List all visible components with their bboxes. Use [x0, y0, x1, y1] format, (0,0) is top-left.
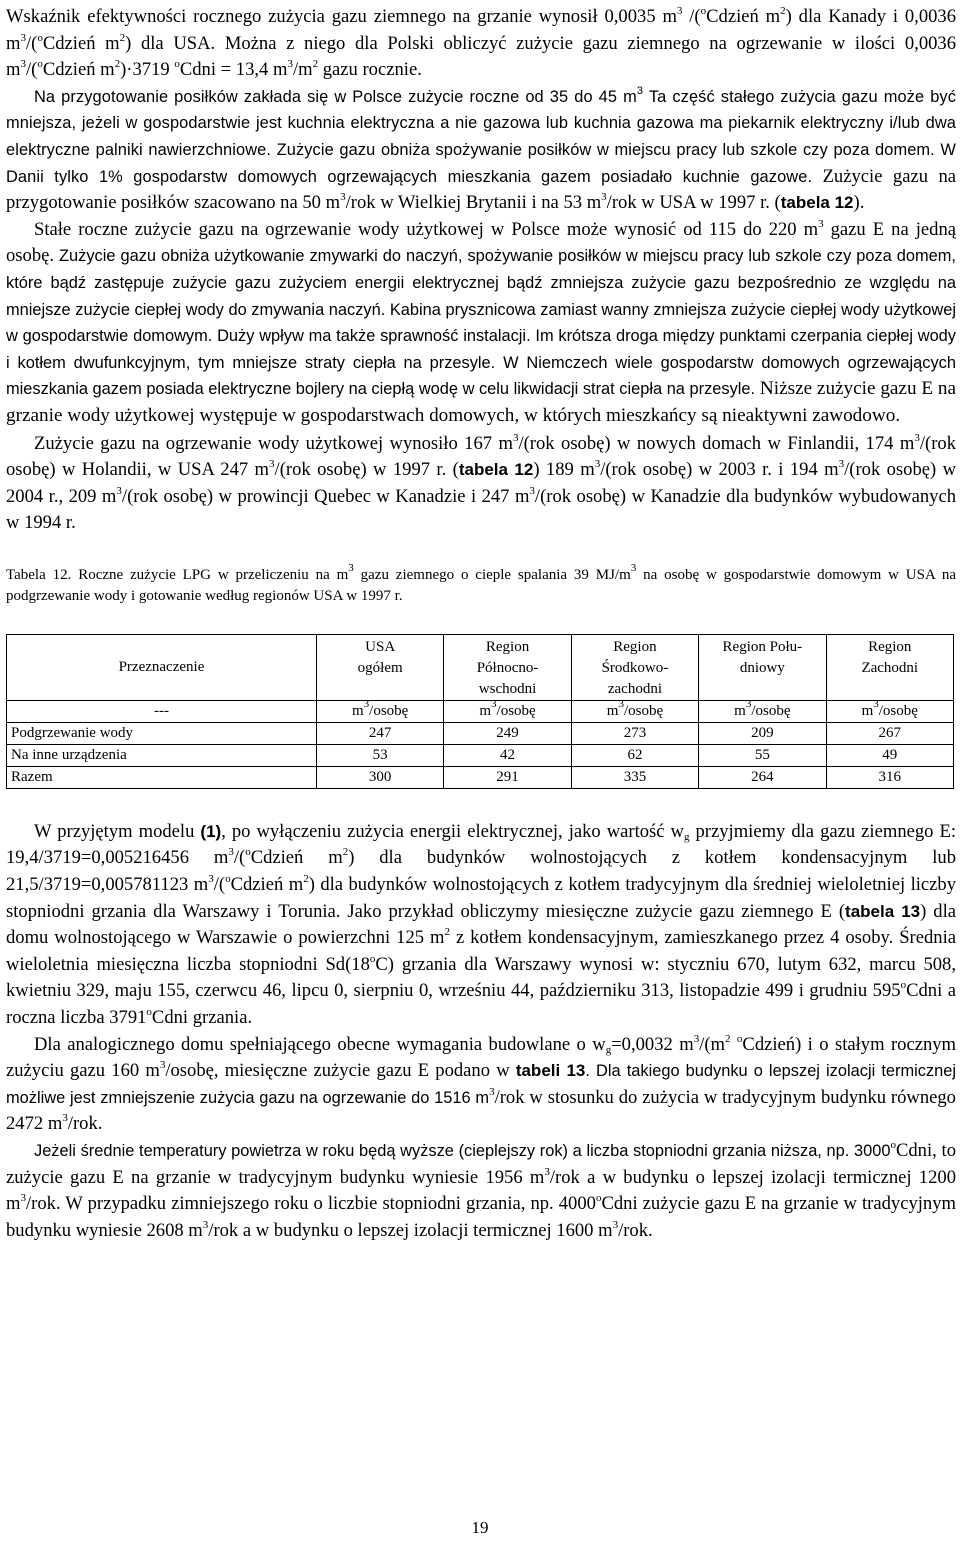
table-12-reference[interactable]: tabela 12 [458, 460, 534, 480]
table-cell: 62 [571, 744, 698, 766]
table-13-reference[interactable]: tabeli 13 [515, 1061, 586, 1081]
paragraph-hot-water: Stałe roczne zużycie gazu na ogrzewanie wody użytkowej w Polsce może wynosić od 115 do 220 $m^3$ gazu E na jedną osobę. Zużycie gazu obniża użytkowanie zmywarki do naczyń, spożywanie posiłków w miejscu pracy lub szkole czy poza domem, które bądź zastępuje zużycie gazu zużyciem energii elektrycznej bądź zmniejsza zużycie gazu bezpośrednio ze względu na mniejsze zużycie ciepłej wody do zmywania naczyń. Kabina prysznicowa zamiast wanny zmniejsza zużycie ciepłej wody użytkowej w gospodarstwie domowym. Duży wpływ ma także sprawność instalacji. Im krótsza droga między punktami czerpania ciepłej wody i kotłem dwufunkcyjnym, tym mniejsze straty ciepła na przesyle. W Niemczech wiele gospodarstw domowych ogrzewających mieszkania gazem posiada elektryczne bojlery na ciepłą wodę w celu likwidacji strat ciepła na przesyle. Niższe zużycie gazu E na grzanie wody użytkowej występuje w gospodarstwach domowych, w których mieszkańcy są nieaktywni zawodowo. [6, 217, 956, 426]
unit-cell: $m^3$/osobę [699, 700, 826, 722]
header-purpose: Przeznaczenie [7, 634, 317, 700]
unit-cell: $m^3$/osobę [444, 700, 571, 722]
table-cell: 300 [316, 766, 443, 788]
table-12-caption: Tabela 12. Roczne zużycie LPG w przeliczeniu na $m^3$ gazu ziemnego o cieple spalania 39 $MJ/m^3$ na osobę w gospodarstwie domowym w USA na podgrzewanie wody i gotowanie według regionów USA w 1997 r. [6, 561, 956, 604]
page-number: 19 [471, 1518, 489, 1537]
unit-cell: $m^3$/osobę [571, 700, 698, 722]
table-cell: 209 [699, 722, 826, 744]
header-northeast: Region Północno-wschodni [444, 634, 571, 700]
units-label: --- [7, 700, 317, 722]
table-12 [6, 634, 954, 789]
table-cell: 53 [316, 744, 443, 766]
table-header-row [7, 634, 954, 700]
table-row [7, 722, 954, 744]
paragraph-model: W przyjętym modelu (1), po wyłączeniu zużycia energii elektrycznej, jako wartość $w_g$ przyjmiemy dla gazu ziemnego E: 19,4/3719=0,005216456 $m^3/(^oCdzień$ $m^2$) dla budynków wolnostojących z kotłem kondensacyjnym lub 21,5/3719=0,005781123 $m^3/(^oCdzień$ $m^2$) dla budynków wolnostojących z kotłem tradycyjnym dla średniej wieloletniej liczby stopniodni grzania dla Warszawy i Torunia. Jako przykład obliczymy miesięczne zużycie gazu ziemnego E (tabela 13) dla domu wolnostojącego w Warszawie o powierzchni 125 $m^2$ z kotłem kondensacyjnym, zamieszkanego przez 4 osoby. Średnia wieloletnia miesięczna liczba stopniodni Sd(18$^o$C) grzania dla Warszawy wynosi w: styczniu 670, lutym 632, marcu 508, kwietniu 329, maju 155, czerwcu 46, lipcu 0, sierpniu 0, wrześniu 44, październiku 313, listopadzie 499 i grudniu 595$^o$Cdni a roczna liczba 3791$^o$Cdni grzania. [6, 820, 957, 1029]
table-cell: 264 [699, 766, 826, 788]
header-south: Region Połu-dniowy [699, 634, 826, 700]
header-usa-total: USA ogółem [316, 634, 443, 700]
row-label: Na inne urządzenia [7, 744, 317, 766]
table-cell: 49 [826, 744, 953, 766]
table-cell: 291 [444, 766, 571, 788]
paragraph-efficiency: Wskaźnik efektywności rocznego zużycia gazu ziemnego na grzanie wynosił 0,0035 $m^3$ /($^o$Cdzień $m^2$) dla Kanady i 0,0036 $m^3/(^oCdzień$ $m^2$) dla USA. Można z niego dla Polski obliczyć zużycie gazu ziemnego na ogrzewanie w ilości 0,0036 $m^3/(^oCdzień$ $m^2)\cdot 3719$ $^o$Cdni = 13,4 $m^3/m^2$ gazu rocznie. [6, 5, 957, 81]
row-label: Podgrzewanie wody [7, 722, 317, 744]
table-cell: 42 [444, 744, 571, 766]
table-row [7, 766, 954, 788]
table-cell: 335 [571, 766, 698, 788]
table-12-reference[interactable]: tabela 12 [780, 193, 854, 213]
unit-cell: $m^3$/osobę [316, 700, 443, 722]
unit-cell: $m^3$/osobę [826, 700, 953, 722]
formula-1-reference[interactable]: (1) [200, 821, 222, 841]
header-west: Region Zachodni [826, 634, 953, 700]
document-page [6, 0, 956, 1244]
table-cell: 316 [826, 766, 953, 788]
table-units-row [7, 700, 954, 722]
table-13-reference[interactable]: tabela 13 [845, 901, 921, 921]
paragraph-hot-water-countries: Zużycie gazu na ogrzewanie wody użytkowej wynosiło 167 $m^3/(rok$ osobę) w nowych domach w Finlandii, 174 $m^3/(rok$ osobę) w Holandii, w USA 247 $m^3/(rok$ osobę) w 1997 r. (tabela 12) 189 $m^3/(rok$ osobę) w 2003 r. i 194 $m^3/(rok$ osobę) w 2004 r., 209 $m^3/(rok$ osobę) w prowincji Quebec w Kanadzie i 247 $m^3/(rok$ osobę) w Kanadzie dla budynków wybudowanych w 1994 r. [6, 431, 957, 534]
paragraph-modern-house: Dla analogicznego domu spełniającego obecne wymagania budowlane o $w_g=0,0032$ $m^3/(m^2$ $^o$Cdzień) i o stałym rocznym zużyciu gazu 160 $m^3$/osobę, miesięczne zużycie gazu E podano w tabeli 13. Dla takiego budynku o lepszej izolacji termicznej możliwe jest zmniejszenie zużycia gazu na ogrzewanie do 1516 $m^3$/rok w stosunku do zużycia w tradycyjnym budynku równego 2472 $m^3$/rok. [6, 1032, 957, 1135]
header-midwest: Region Środkowo-zachodni [571, 634, 698, 700]
table-cell: 249 [444, 722, 571, 744]
table-cell: 273 [571, 722, 698, 744]
table-cell: 55 [699, 744, 826, 766]
paragraph-warm-cold-year: Jeżeli średnie temperatury powietrza w roku będą wyższe (cieplejszy rok) a liczba stopniodni grzania niższa, np. 3000$^o$Cdni, to zużycie gazu E na grzanie w tradycyjnym budynku wyniesie 1956 $m^3$/rok a w budynku o lepszej izolacji termicznej 1200 $m^3$/rok. W przypadku zimniejszego roku o liczbie stopniodni grzania, np. 4000$^o$Cdni zużycie gazu E na grzanie w tradycyjnym budynku wyniesie 2608 $m^3$/rok a w budynku o lepszej izolacji termicznej 1600 $m^3$/rok. [6, 1139, 957, 1241]
table-cell: 267 [826, 722, 953, 744]
table-cell: 247 [316, 722, 443, 744]
paragraph-cooking: Na przygotowanie posiłków zakłada się w Polsce zużycie roczne od 35 do 45 $m^3$ Ta część stałego zużycia gazu może być mniejsza, jeżeli w gospodarstwie jest kuchnia elektryczna a nie gazowa lub kuchnia gazowa ma piekarnik elektryczny i/lub dwa elektryczne palniki nawierzchniowe. Zużycie gazu obniża spożywanie posiłków w miejscu pracy lub szkole czy poza domem. W Danii tylko 1% gospodarstw domowych ogrzewających mieszkania gazem posiadało kuchnie gazowe. Zużycie gazu na przygotowanie posiłków szacowano na 50 $m^3$/rok w Wielkiej Brytanii i na 53 $m^3$/rok w USA w 1997 r. (tabela 12). [6, 84, 957, 214]
table-row [7, 744, 954, 766]
row-label: Razem [7, 766, 317, 788]
paragraph-cooking-uk-usa: Zużycie gazu na przygotowanie posiłków szacowano na 50 $m^3$/rok w Wielkiej Brytanii i na 53 $m^3$/rok w USA w 1997 r. (tabela 12). [6, 165, 957, 214]
